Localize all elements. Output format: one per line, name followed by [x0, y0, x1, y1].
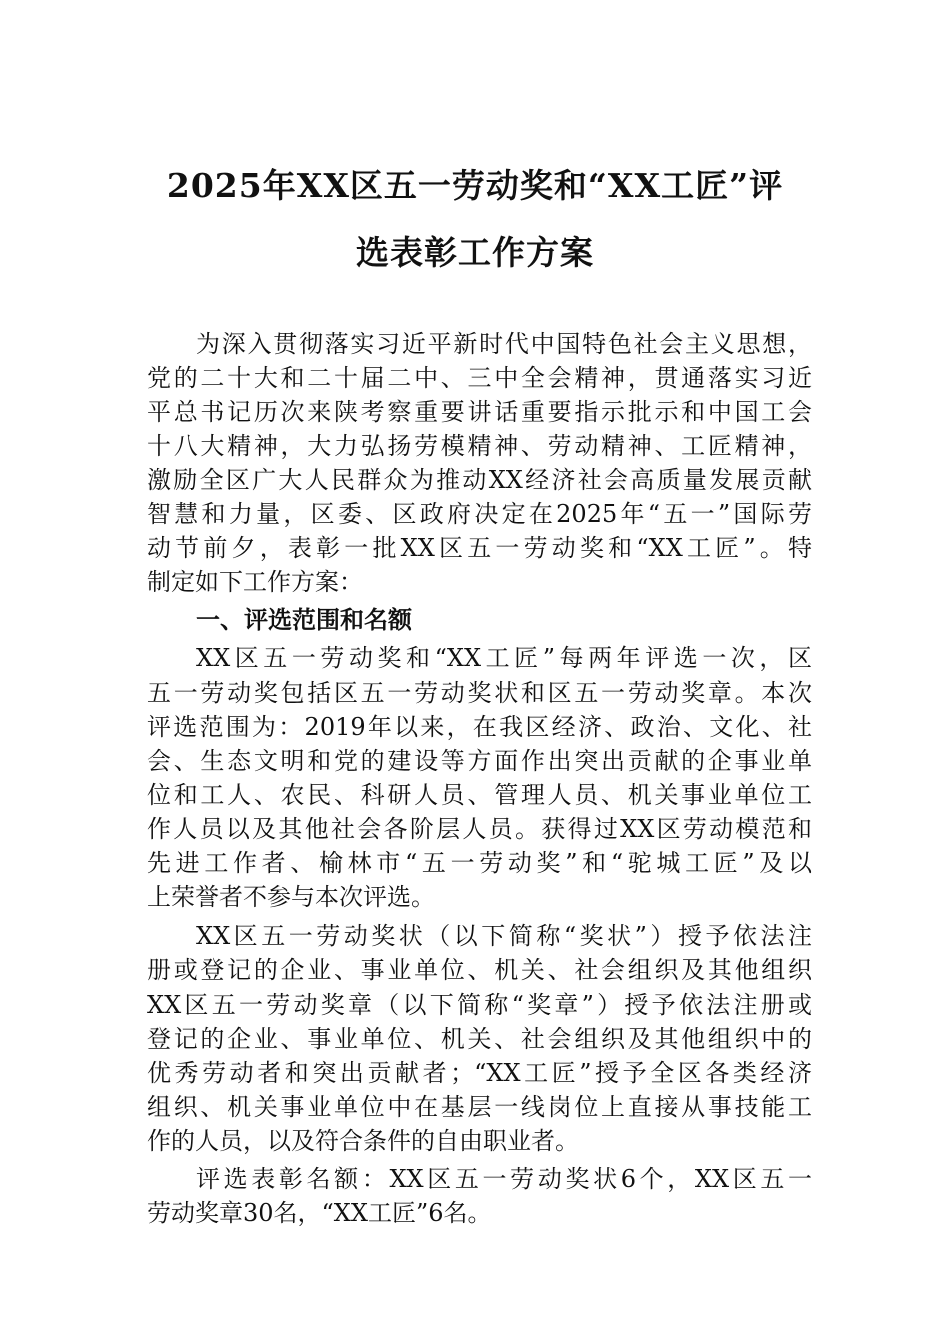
intro-line: 平总书记历次来陕考察重要讲话重要指示批示和中国工会 — [147, 398, 812, 426]
scope-line: 会、生态文明和党的建设等方面作出突出贡献的企事业单 — [147, 747, 812, 775]
award-line: 册或登记的企业、事业单位、机关、社会组织及其他组织 — [147, 956, 812, 984]
quota-line: 劳动奖章30名，“XX工匠”6名。 — [147, 1199, 492, 1227]
award-line: 作的人员，以及符合条件的自由职业者。 — [147, 1127, 579, 1155]
intro-line: 智慧和力量，区委、区政府决定在2025年“五一”国际劳 — [147, 500, 812, 528]
scope-line: 评选范围为：2019年以来，在我区经济、政治、文化、社 — [147, 713, 812, 741]
document-title-line-2: 选表彰工作方案 — [356, 233, 594, 272]
award-line: XX区五一劳动奖状（以下简称“奖状”）授予依法注 — [196, 922, 812, 950]
intro-line: 为深入贯彻落实习近平新时代中国特色社会主义思想， — [196, 330, 812, 358]
intro-line: 制定如下工作方案： — [147, 568, 363, 596]
award-line: 优秀劳动者和突出贡献者；“XX工匠”授予全区各类经济 — [147, 1059, 812, 1087]
quota-line: 评选表彰名额：XX区五一劳动奖状6个，XX区五一 — [196, 1165, 812, 1193]
document-title-line-1: 2025年XX区五一劳动奖和“XX工匠”评 — [166, 166, 784, 205]
intro-line: 十八大精神，大力弘扬劳模精神、劳动精神、工匠精神， — [147, 432, 812, 460]
scope-line: 先进工作者、榆林市“五一劳动奖”和“驼城工匠”及以 — [147, 849, 812, 877]
scope-line: 作人员以及其他社会各阶层人员。获得过XX区劳动模范和 — [147, 815, 812, 843]
intro-line: 动节前夕，表彰一批XX区五一劳动奖和“XX工匠”。特 — [147, 534, 812, 562]
award-line: XX区五一劳动奖章（以下简称“奖章”）授予依法注册或 — [147, 991, 812, 1019]
intro-line: 党的二十大和二十届二中、三中全会精神，贯通落实习近 — [147, 364, 812, 392]
intro-line: 激励全区广大人民群众为推动XX经济社会高质量发展贡献 — [147, 466, 812, 494]
section-1-heading: 一、评选范围和名额 — [196, 606, 412, 634]
award-line: 登记的企业、事业单位、机关、社会组织及其他组织中的 — [147, 1025, 812, 1053]
award-line: 组织、机关事业单位中在基层一线岗位上直接从事技能工 — [147, 1093, 812, 1121]
scope-line: XX区五一劳动奖和“XX工匠”每两年评选一次，区 — [196, 644, 812, 672]
scope-line: 五一劳动奖包括区五一劳动奖状和区五一劳动奖章。本次 — [147, 679, 812, 707]
scope-line: 上荣誉者不参与本次评选。 — [147, 883, 435, 911]
scope-line: 位和工人、农民、科研人员、管理人员、机关事业单位工 — [147, 781, 812, 809]
